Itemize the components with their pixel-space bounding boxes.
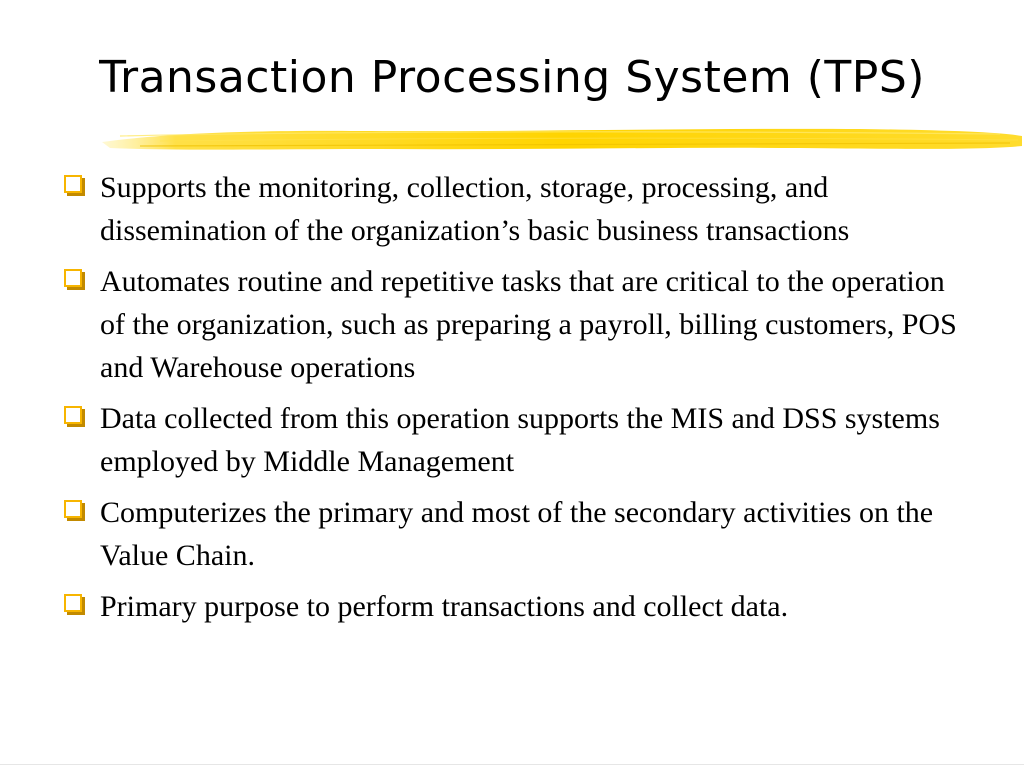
bullet-text: Data collected from this operation supports the MIS and DSS systems employed by Middle Management [100,402,940,478]
highlighter-underline [100,122,1024,158]
square-bullet-icon [64,269,82,287]
bullet-text: Automates routine and repetitive tasks that are critical to the operation of the organization, such as preparing a payroll, billing customers, POS and Warehouse operations [100,265,957,384]
bottom-divider [0,764,1024,765]
list-item [60,585,960,628]
bullet-text: Computerizes the primary and most of the secondary activities on the Value Chain. [100,496,934,572]
slide-title: Transaction Processing System (TPS) [99,52,925,103]
square-bullet-icon [64,175,82,193]
square-bullet-icon [64,594,82,612]
list-item [60,397,960,483]
list-item [60,260,960,389]
list-item [60,491,960,577]
bullet-text: Primary purpose to perform transactions and collect data. [100,590,789,623]
list-item [60,166,960,252]
bullet-text: Supports the monitoring, collection, storage, processing, and dissemination of the organization’s basic business transactions [100,171,850,247]
square-bullet-icon [64,500,82,518]
bullet-list [60,166,960,636]
square-bullet-icon [64,406,82,424]
